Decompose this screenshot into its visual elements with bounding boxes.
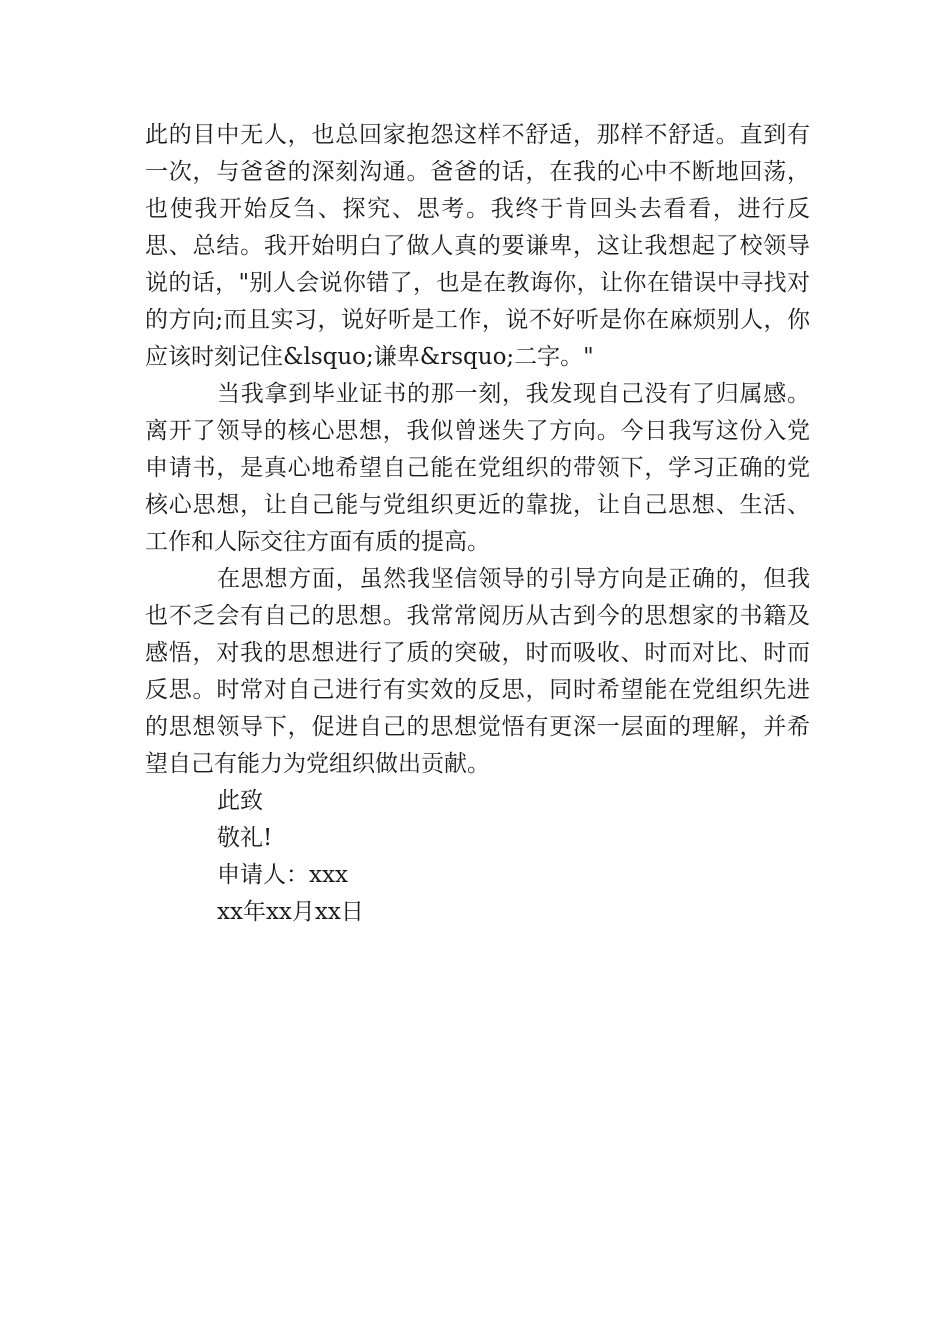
paragraph-continuation: 此的目中无人，也总回家抱怨这样不舒适，那样不舒适。直到有一次，与爸爸的深刻沟通。爸爸的话，在我的心中不断地回荡，也使我开始反刍、探究、思考。我终于肯回头去看看，进行反思、总结。我开始明白了做人真的要谦卑，这让我想起了校领导说的话，"别人会说你错了，也是在教诲你，让你在错误中寻找对的方向;而且实习，说好听是工作，说不好听是你在麻烦别人，你应该时刻记住&lsquo;谦卑&rsquo;二字。"	[145, 122, 810, 370]
applicant-signature: 申请人：xxx	[217, 862, 348, 888]
document-body	[145, 117, 810, 931]
paragraph-graduation: 当我拿到毕业证书的那一刻，我发现自己没有了归属感。离开了领导的核心思想，我似曾迷失了方向。今日我写这份入党申请书，是真心地希望自己能在党组织的带领下，学习正确的党核心思想，让自己能与党组织更近的靠拢，让自己思想、生活、工作和人际交往方面有质的提高。	[145, 381, 810, 555]
paragraph-thought: 在思想方面，虽然我坚信领导的引导方向是正确的，但我也不乏会有自己的思想。我常常阅历从古到今的思想家的书籍及感悟，对我的思想进行了质的突破，时而吸收、时而对比、时而反思。时常对自己进行有实效的反思，同时希望能在党组织先进的思想领导下，促进自己的思想觉悟有更深一层面的理解，并希望自己有能力为党组织做出贡献。	[145, 566, 810, 777]
closing-salutation: 此致	[217, 788, 263, 814]
closing-regards: 敬礼!	[217, 825, 273, 851]
signature-date: xx年xx月xx日	[217, 899, 364, 925]
